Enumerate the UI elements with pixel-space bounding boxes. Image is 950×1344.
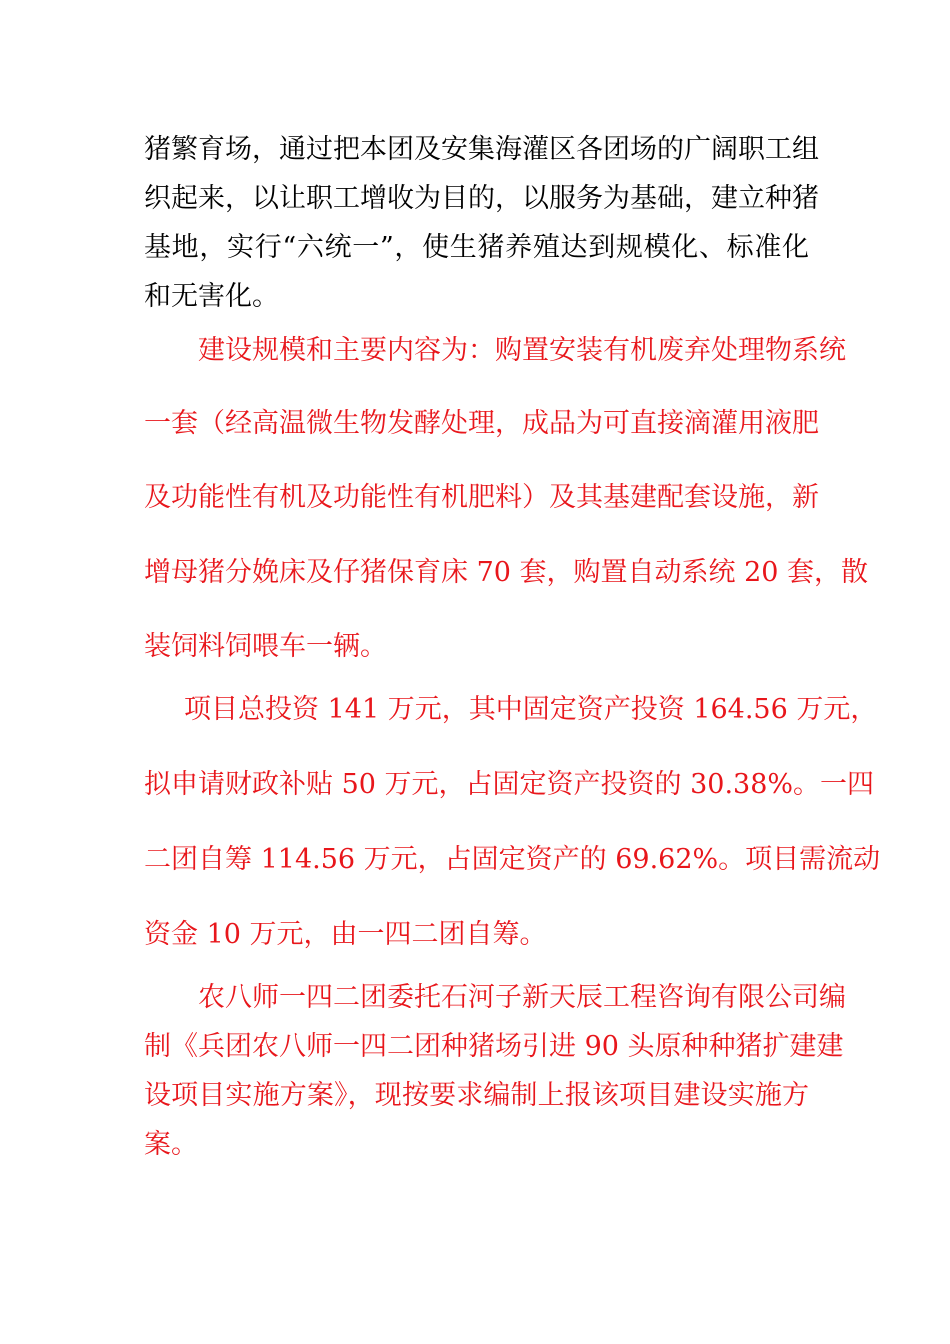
paragraph-3-line-3: 二团自筹 114.56 万元，占固定资产的 69.62%。项目需流动: [144, 844, 881, 875]
paragraph-2-line-4: 增母猪分娩床及仔猪保育床 70 套，购置自动系统 20 套，散: [144, 557, 869, 588]
paragraph-4-line-4: 案。: [144, 1129, 198, 1160]
paragraph-1-line-1: 猪繁育场，通过把本团及安集海灌区各团场的广阔职工组: [144, 134, 819, 165]
paragraph-2-line-3: 及功能性有机及功能性有机肥料）及其基建配套设施，新: [144, 482, 819, 513]
paragraph-4-line-2: 制《兵团农八师一四二团种猪场引进 90 头原种种猪扩建建: [144, 1031, 844, 1062]
paragraph-1-line-4: 和无害化。: [144, 281, 279, 312]
paragraph-1-line-2: 织起来，以让职工增收为目的，以服务为基础，建立种猪: [144, 183, 819, 214]
paragraph-4-line-1: 农八师一四二团委托石河子新天辰工程咨询有限公司编: [198, 982, 846, 1013]
paragraph-3-line-2: 拟申请财政补贴 50 万元，占固定资产投资的 30.38%。一四: [144, 769, 875, 800]
paragraph-2-line-5: 装饲料饲喂车一辆。: [144, 631, 387, 662]
paragraph-3-line-1: 项目总投资 141 万元，其中固定资产投资 164.56 万元，: [184, 694, 878, 725]
paragraph-2-line-1: 建设规模和主要内容为：购置安装有机废弃处理物系统: [198, 335, 846, 366]
paragraph-4-line-3: 设项目实施方案》，现按要求编制上报该项目建设实施方: [144, 1080, 809, 1111]
paragraph-3-line-4: 资金 10 万元，由一四二团自筹。: [144, 919, 547, 950]
paragraph-1-line-3: 基地，实行“六统一”，使生猪养殖达到规模化、标准化: [144, 232, 809, 263]
paragraph-2-line-2: 一套（经高温微生物发酵处理，成品为可直接滴灌用液肥: [144, 408, 819, 439]
